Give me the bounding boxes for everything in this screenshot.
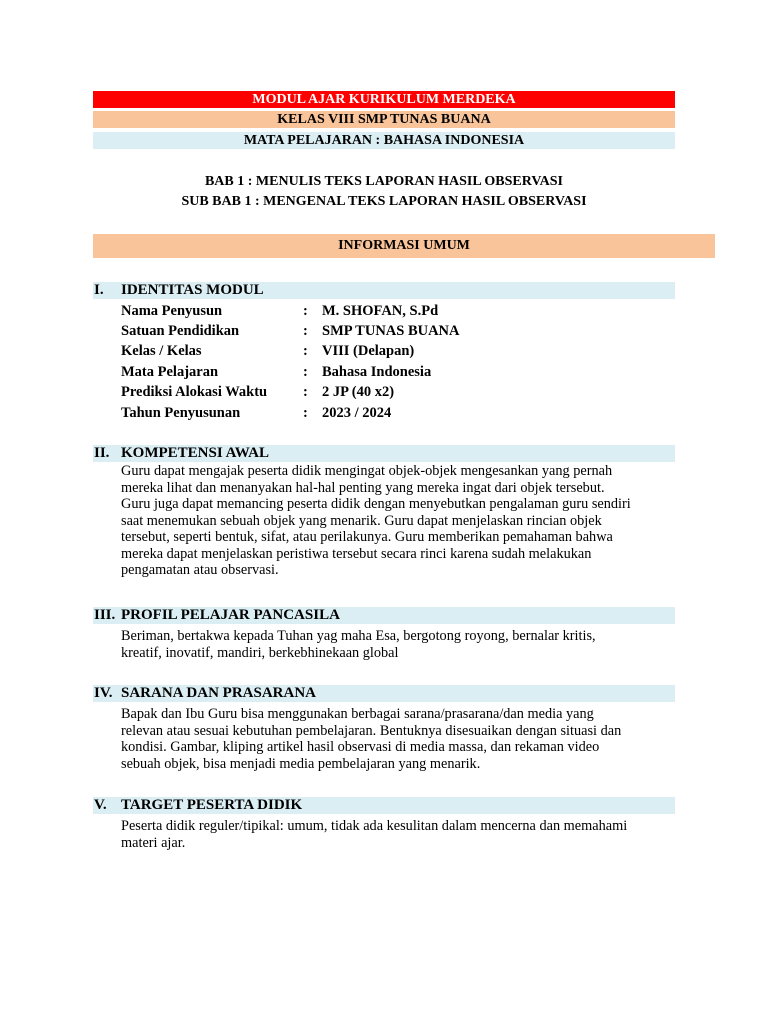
text-line: materi ajar. (121, 834, 186, 851)
field-colon: : (303, 343, 308, 359)
section-heading-profil (93, 607, 675, 624)
section-heading-identitas (93, 282, 675, 299)
section-number: I. (94, 282, 104, 298)
field-colon: : (303, 323, 308, 339)
text-line: relevan atau sesuai kebutuhan pembelajaran. Bentuknya disesuaikan dengan situasi dan (121, 722, 622, 739)
subchapter-title: SUB BAB 1 : MENGENAL TEKS LAPORAN HASIL OBSERVASI (181, 194, 587, 209)
field-row (121, 362, 681, 382)
field-colon: : (303, 303, 308, 319)
section-body-kompetensi (121, 463, 681, 579)
field-label: Kelas / Kelas (121, 343, 202, 359)
section-heading-kompetensi (93, 445, 675, 462)
field-value: 2023 / 2024 (322, 405, 392, 421)
field-value: 2 JP (40 x2) (322, 384, 395, 400)
field-row (121, 321, 681, 341)
text-line: kondisi. Gambar, kliping artikel hasil observasi di media massa, dan rekaman video (121, 739, 600, 755)
section-title: IDENTITAS MODUL (121, 282, 264, 298)
text-line: sebuah objek, bisa menjadi media pembelajaran yang menarik. (121, 755, 481, 772)
field-colon: : (303, 364, 308, 380)
text-line: mereka dapat menjelaskan peristiwa tersebut secara rinci karena sudah melakukan (121, 545, 592, 562)
text-line: tersebut, seperti bentuk, sifat, atau perilakunya. Guru memberikan pemahaman bahwa (121, 529, 613, 545)
field-row (121, 403, 681, 423)
section-body-sarana (121, 706, 681, 772)
text-line: Bapak dan Ibu Guru bisa menggunakan berbagai sarana/prasarana/dan media yang (121, 706, 594, 722)
section-title: SARANA DAN PRASARANA (121, 685, 317, 701)
field-value: SMP TUNAS BUANA (322, 323, 460, 339)
text-line: saat menemukan sebuah objek yang menarik. Guru dapat menjelaskan rincian objek (121, 512, 602, 529)
section-number: III. (94, 607, 116, 623)
field-row (121, 301, 681, 321)
section-body-target (121, 818, 681, 851)
text-line: Guru dapat mengajak peserta didik mengingat objek-objek mengesankan yang pernah (121, 463, 613, 479)
field-label: Tahun Penyusunan (121, 405, 241, 421)
section-number: II. (94, 445, 110, 461)
section-title: TARGET PESERTA DIDIK (121, 797, 303, 813)
field-label: Mata Pelajaran (121, 364, 219, 380)
field-value: M. SHOFAN, S.Pd (322, 303, 439, 319)
text-line: kreatif, inovatif, mandiri, berkebhinekaan global (121, 644, 399, 661)
chapter-title: BAB 1 : MENULIS TEKS LAPORAN HASIL OBSERVASI (204, 174, 564, 189)
field-colon: : (303, 405, 308, 421)
section-title: KOMPETENSI AWAL (121, 445, 269, 461)
section-number: IV. (94, 685, 113, 701)
text-line: Peserta didik reguler/tipikal: umum, tidak ada kesulitan dalam mencerna dan memahami (121, 818, 628, 834)
text-line: pengamatan atau observasi. (121, 562, 279, 578)
section-heading-target (93, 797, 675, 814)
class-school-banner: KELAS VIII SMP TUNAS BUANA (93, 111, 675, 128)
section-title: PROFIL PELAJAR PANCASILA (121, 607, 340, 623)
section-heading-sarana (93, 685, 675, 702)
general-info-heading: INFORMASI UMUM (93, 234, 715, 258)
field-value: Bahasa Indonesia (322, 364, 432, 380)
field-value: VIII (Delapan) (322, 343, 415, 359)
field-colon: : (303, 384, 308, 400)
field-row (121, 341, 681, 361)
field-label: Prediksi Alokasi Waktu (121, 384, 268, 400)
module-title-banner: MODUL AJAR KURIKULUM MERDEKA (93, 91, 675, 108)
text-line: mereka lihat dan menanyakan hal-hal penting yang mereka ingat dari objek tersebut. (121, 479, 605, 496)
field-label: Satuan Pendidikan (121, 323, 240, 339)
subject-banner: MATA PELAJARAN : BAHASA INDONESIA (93, 132, 675, 149)
field-row (121, 382, 681, 402)
text-line: Beriman, bertakwa kepada Tuhan yag maha Esa, bergotong royong, bernalar kritis, (121, 628, 596, 644)
section-body-profil (121, 628, 681, 661)
section-number: V. (94, 797, 107, 813)
field-label: Nama Penyusun (121, 303, 223, 319)
text-line: Guru juga dapat memancing peserta didik dengan menyebutkan pengalaman guru sendiri (121, 496, 631, 512)
